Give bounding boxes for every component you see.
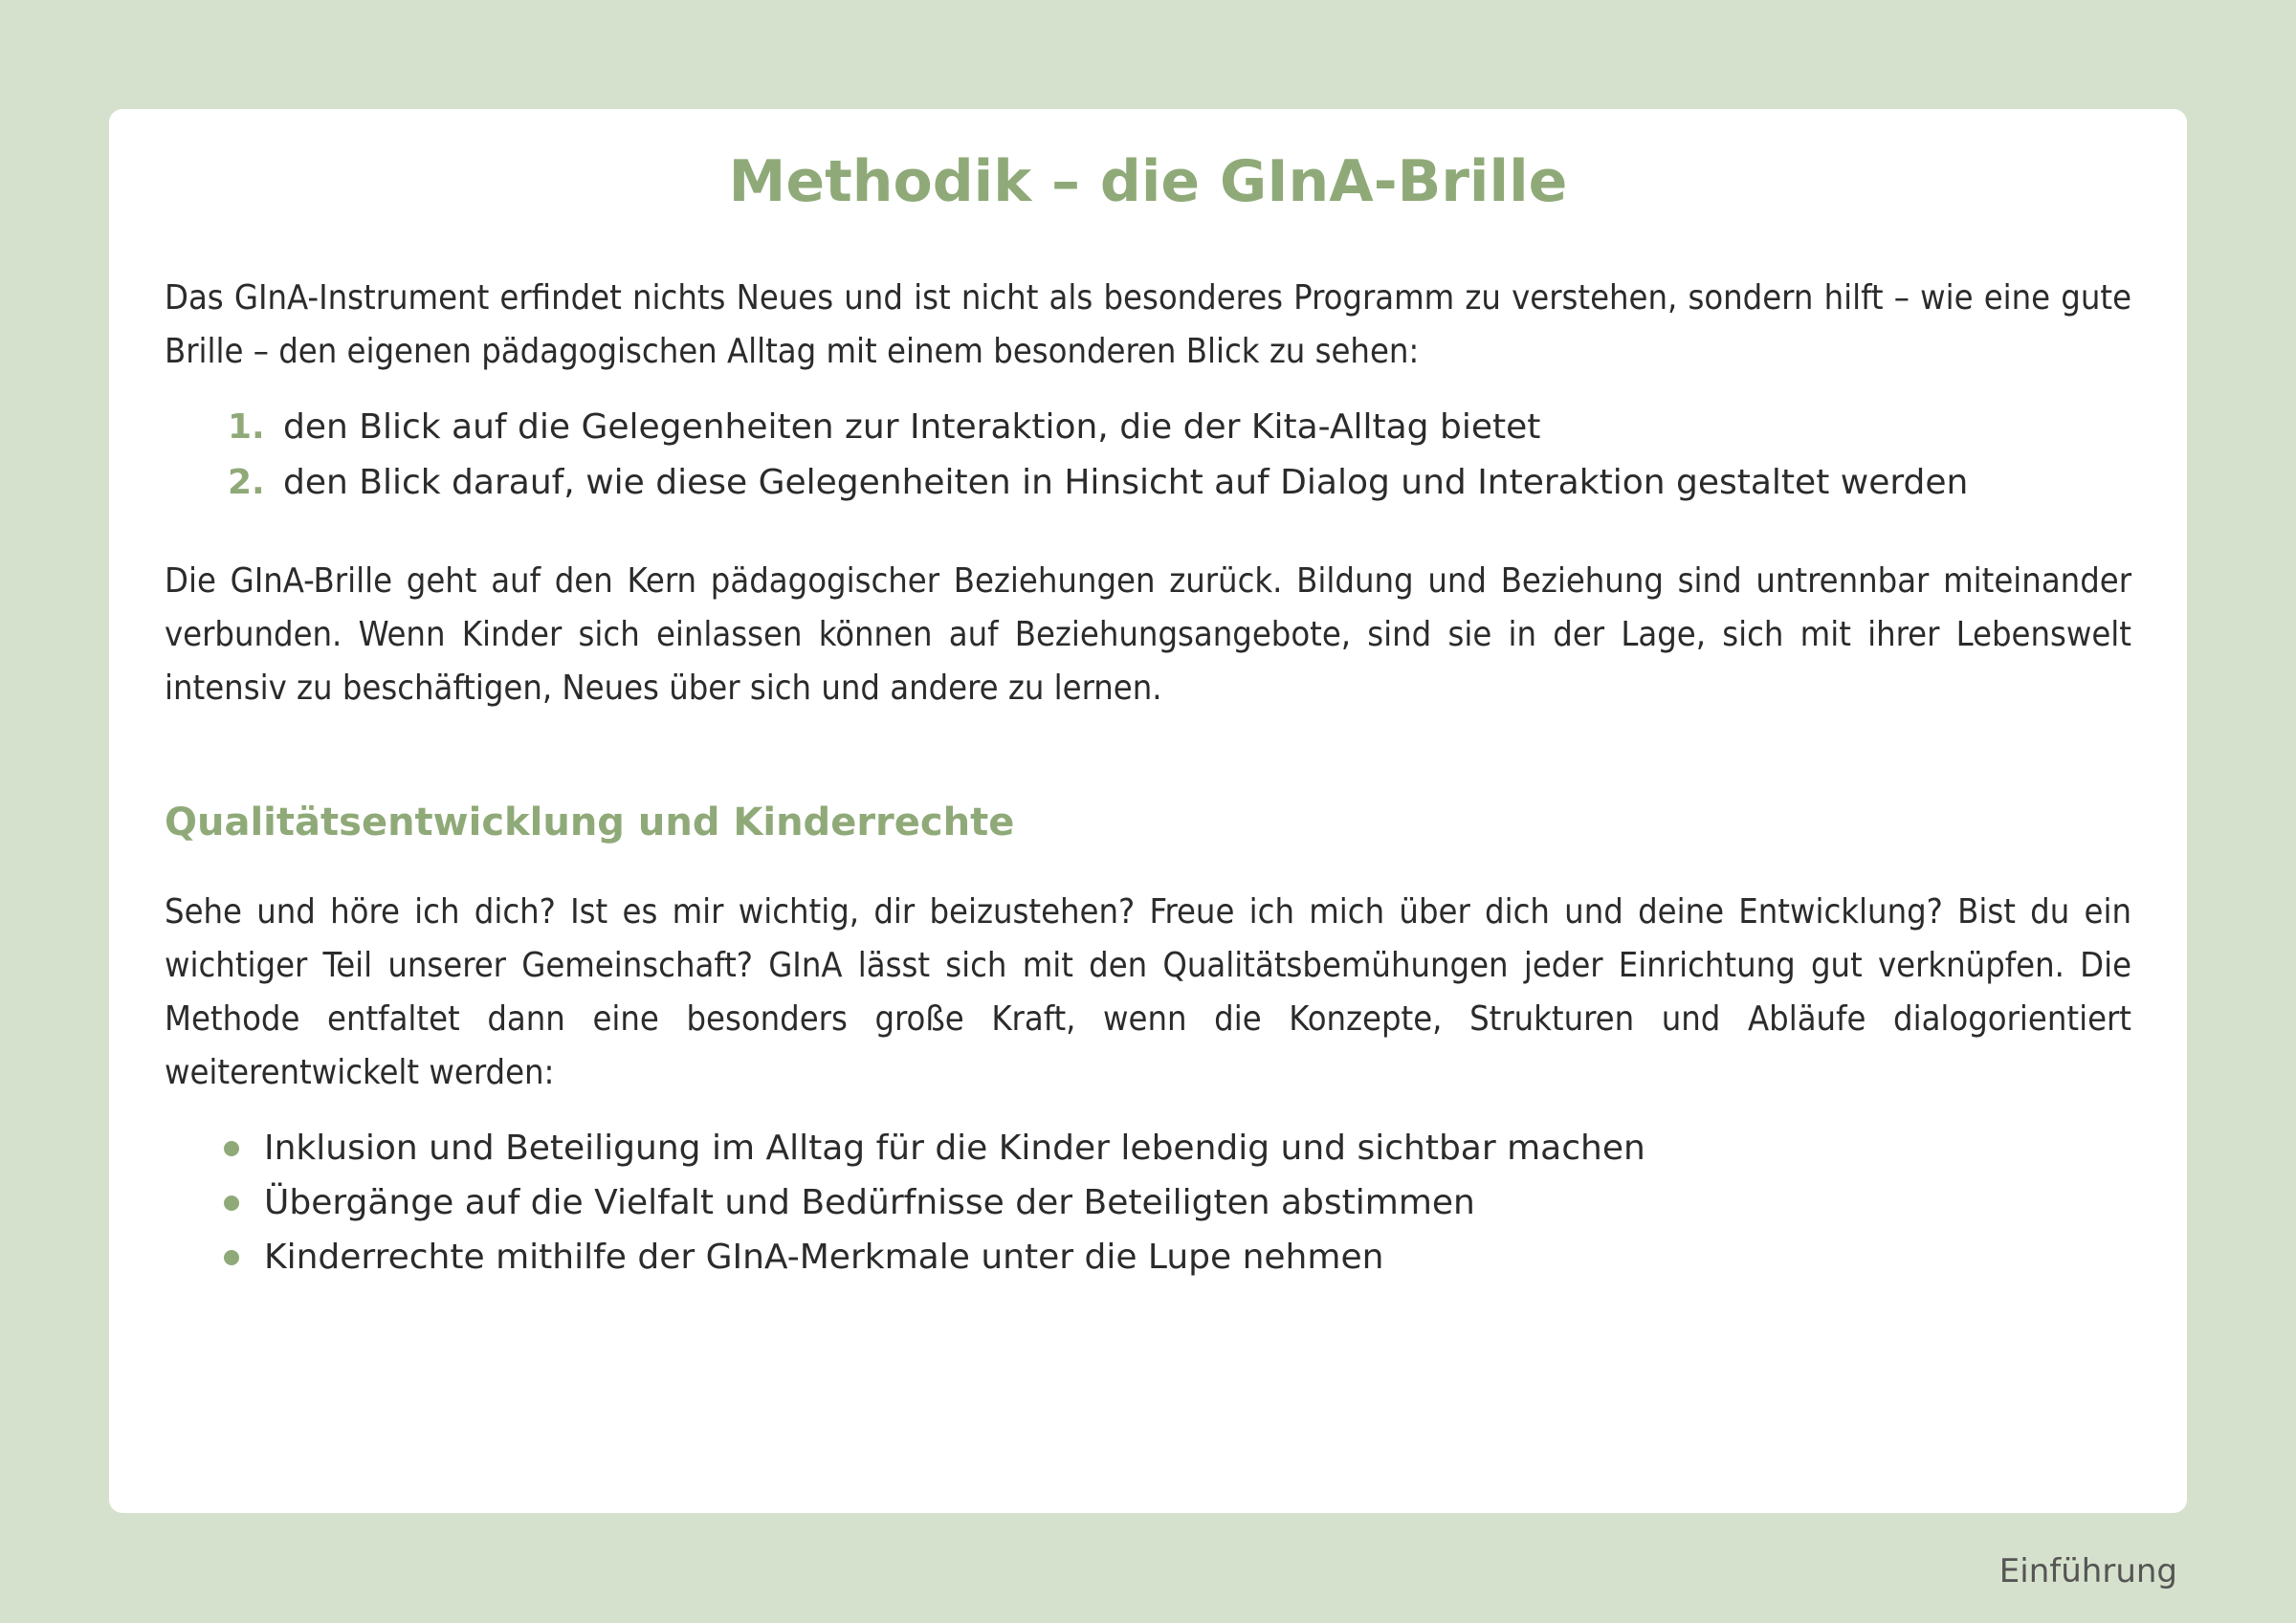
numbered-list [165,400,2131,511]
bullet-text: Kinderrechte mithilfe der GInA-Merkmale unter die Lupe nehmen [264,1238,1384,1277]
second-paragraph: Die GInA-Brille geht auf den Kern pädagogischer Beziehungen zurück. Bildung und Beziehung sind untrennbar miteinander verbunden. Wenn Kinder sich einlassen können auf Beziehungsangebote, sind sie in der Lage, sich mit ihrer Lebenswelt intensiv zu beschäftigen, Neues über sich und andere zu lernen. [165,561,2131,708]
bullet-list-item [224,1175,2131,1230]
bullet-dot-icon [224,1141,239,1156]
page-title: Methodik – die GInA-Brille [728,148,1568,215]
bullet-list-item [224,1121,2131,1175]
list-item-text: den Blick auf die Gelegenheiten zur Interaktion, die der Kita-Alltag bietet [283,407,1541,447]
list-number: 1. [228,407,265,447]
numbered-list-item [228,455,2131,511]
numbered-list-item [228,400,2131,455]
bullet-list-item [224,1230,2131,1284]
bullet-text: Übergänge auf die Vielfalt und Bedürfnisse der Beteiligten abstimmen [264,1183,1475,1222]
section-heading: Qualitätsentwicklung und Kinderrechte [165,801,1015,844]
quality-paragraph: Sehe und höre ich dich? Ist es mir wichtig, dir beizustehen? Freue ich mich über dich und deine Entwicklung? Bist du ein wichtiger Teil unserer Gemeinschaft? GInA lässt sich mit den Qualitätsbemühungen jeder Einrichtung gut verknüpfen. Die Methode entfaltet dann eine besonders große Kraft, wenn die Konzepte, Strukturen und Abläufe dialogorientiert weiterentwickelt werden: [165,892,2131,1092]
bullet-dot-icon [224,1195,239,1211]
list-number: 2. [228,463,265,502]
content-card [109,109,2187,1513]
footer-section-label: Einführung [1998,1552,2177,1590]
bullet-dot-icon [224,1250,239,1265]
bullet-text: Inklusion und Beteiligung im Alltag für die Kinder lebendig und sichtbar machen [264,1129,1645,1168]
intro-paragraph: Das GInA-Instrument erfindet nichts Neues und ist nicht als besonderes Programm zu verstehen, sondern hilft – wie eine gute Brille – den eigenen pädagogischen Alltag mit einem besonderen Blick zu sehen: [165,278,2131,371]
list-item-text: den Blick darauf, wie diese Gelegenheiten in Hinsicht auf Dialog und Interaktion gestaltet werden [283,463,1969,502]
bullet-list [165,1121,2131,1284]
